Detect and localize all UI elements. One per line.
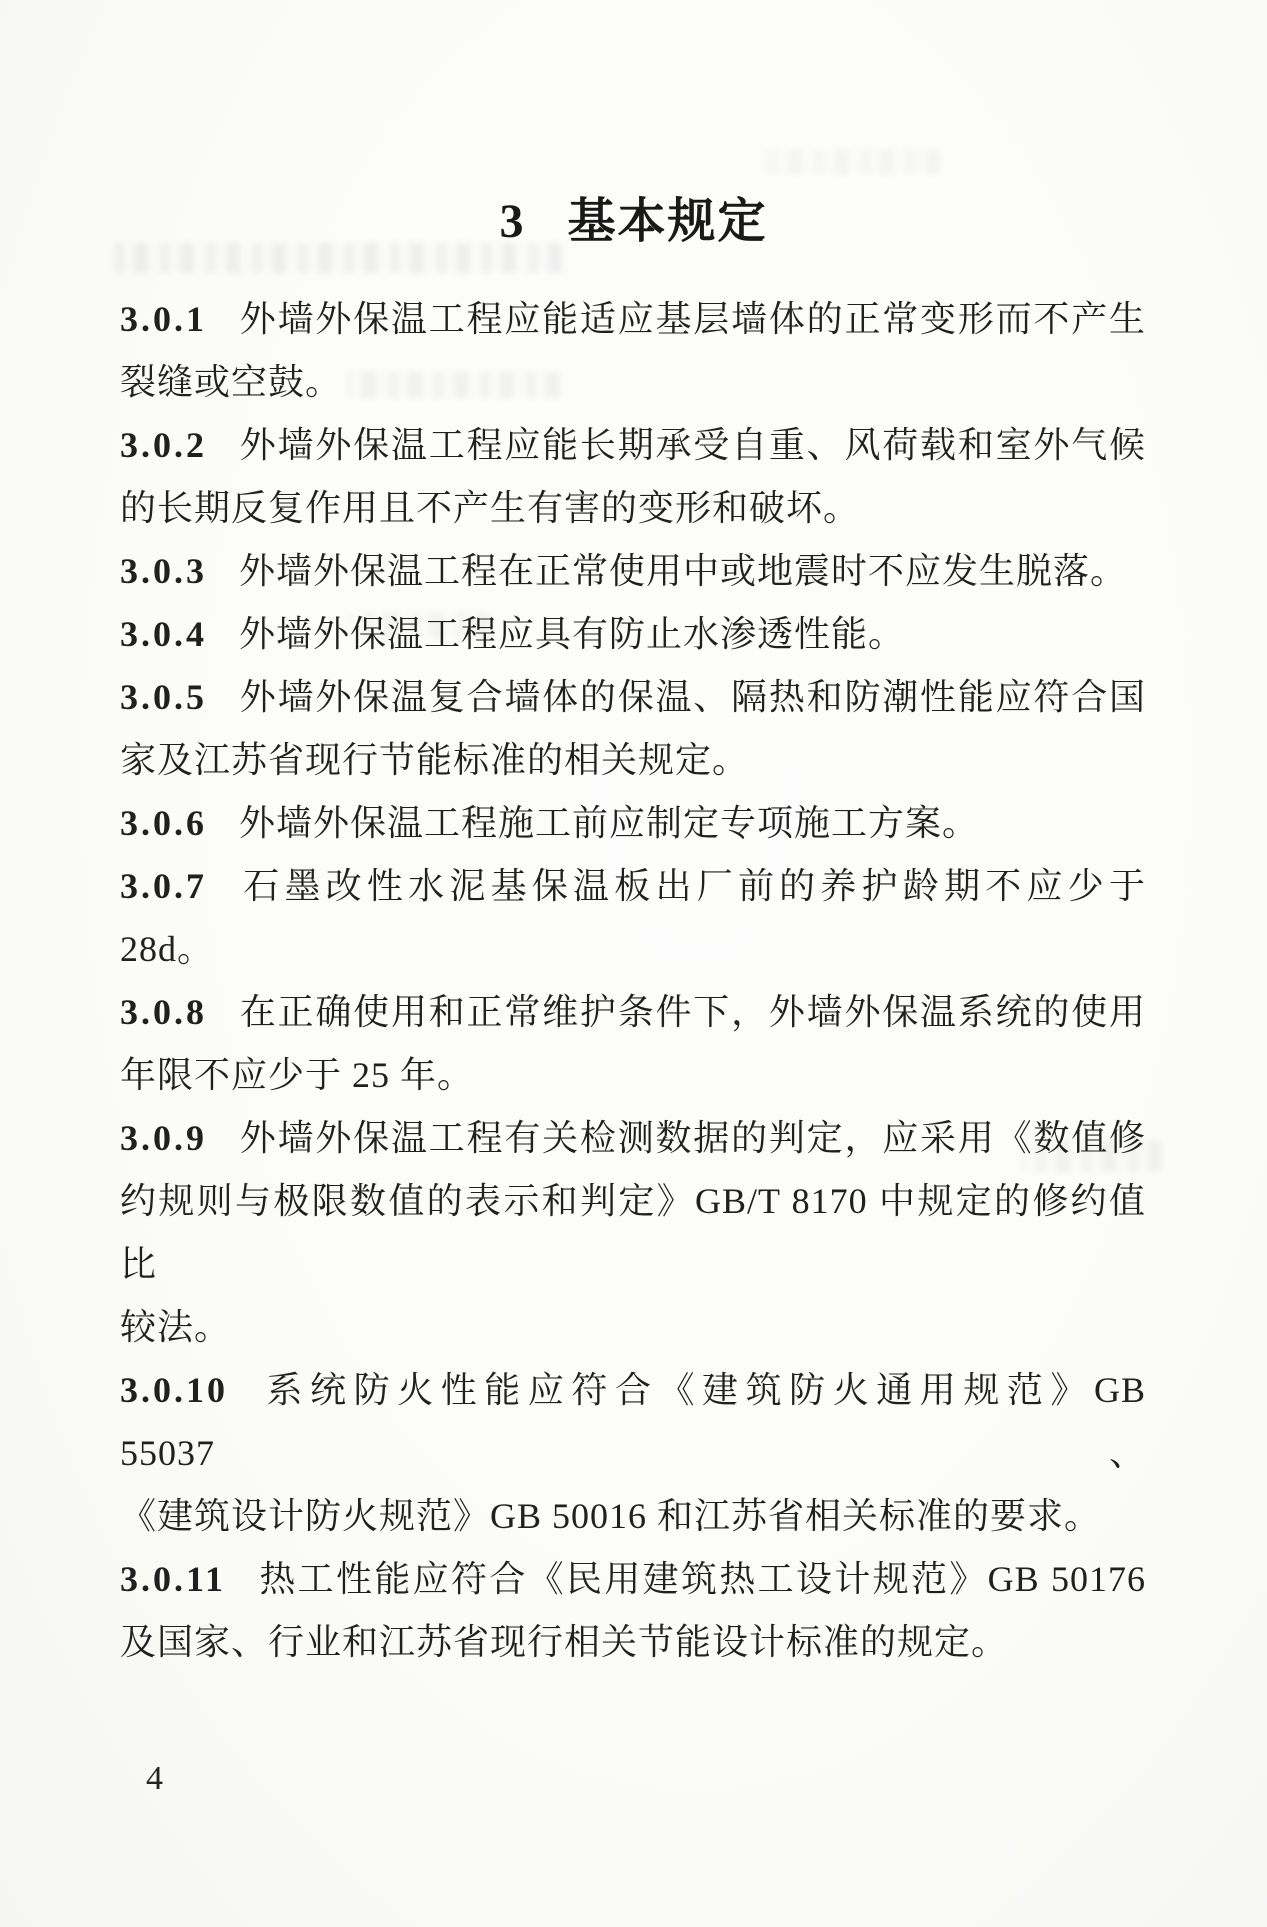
clause-continuation-line: 家及江苏省现行节能标准的相关规定。	[120, 740, 750, 780]
clause-continuation-line: 较法。	[120, 1307, 232, 1347]
clause-text: 外墙外保温工程应能适应基层墙体的正常变形而不产生	[239, 299, 1146, 339]
clause-continuation-line: 及国家、行业和江苏省现行相关节能设计标准的规定。	[120, 1622, 1009, 1662]
clause-continuation-line: 裂缝或空鼓。	[120, 362, 343, 402]
clause-number: 3.0.2	[120, 425, 207, 465]
chapter-heading	[0, 182, 1267, 251]
clause-text: 外墙外保温复合墙体的保温、隔热和防潮性能应符合国	[239, 677, 1146, 717]
clause-first-line	[120, 288, 1146, 351]
chapter-title: 基本规定	[567, 195, 768, 248]
clause-text: 热工性能应符合《民用建筑热工设计规范》GB 50176	[258, 1559, 1146, 1599]
clause-number: 3.0.10	[120, 1370, 228, 1410]
page-number: 4	[146, 1760, 163, 1797]
clause-first-line	[120, 792, 1146, 855]
clause-text: 外墙外保温工程有关检测数据的判定，应采用《数值修	[239, 1118, 1146, 1158]
clause-continuation-line: 约规则与极限数值的表示和判定》GB/T 8170 中规定的修约值比	[120, 1181, 1146, 1284]
clause-number: 3.0.5	[120, 677, 207, 717]
clause-first-line	[120, 1359, 1146, 1485]
clause-number: 3.0.3	[120, 551, 207, 591]
clause-first-line	[120, 666, 1146, 729]
bleed-through-smudge	[760, 150, 940, 174]
clause-first-line	[120, 603, 1146, 666]
clause-text: 外墙外保温工程在正常使用中或地震时不应发生脱落。	[239, 551, 1128, 591]
chapter-number: 3	[499, 195, 526, 248]
clause-number: 3.0.11	[120, 1559, 227, 1599]
clause-continuation-line: 年限不应少于 25 年。	[120, 1055, 475, 1095]
clause-number: 3.0.7	[120, 866, 207, 906]
clause-text: 在正确使用和正常维护条件下，外墙外保温系统的使用	[239, 992, 1146, 1032]
clause-first-line	[120, 414, 1146, 477]
clause-text: 外墙外保温工程施工前应制定专项施工方案。	[239, 803, 980, 843]
clause-text: 石墨改性水泥基保温板出厂前的养护龄期不应少于 28d。	[120, 866, 1146, 969]
clause-first-line	[120, 1107, 1146, 1170]
clause-list	[120, 288, 1146, 1674]
clause-number: 3.0.9	[120, 1118, 207, 1158]
clause-first-line	[120, 981, 1146, 1044]
clause-first-line	[120, 855, 1146, 981]
clause-number: 3.0.1	[120, 299, 207, 339]
clause-text: 外墙外保温工程应能长期承受自重、风荷载和室外气候	[239, 425, 1146, 465]
clause-number: 3.0.4	[120, 614, 207, 654]
clause-text: 系统防火性能应符合《建筑防火通用规范》GB 55037、	[120, 1370, 1146, 1473]
clause-continuation-line: 的长期反复作用且不产生有害的变形和破坏。	[120, 488, 861, 528]
clause-number: 3.0.6	[120, 803, 207, 843]
clause-first-line	[120, 1548, 1146, 1611]
clause-continuation-line: 《建筑设计防火规范》GB 50016 和江苏省相关标准的要求。	[120, 1496, 1102, 1536]
clause-text: 外墙外保温工程应具有防止水渗透性能。	[239, 614, 906, 654]
clause-number: 3.0.8	[120, 992, 207, 1032]
clause-first-line	[120, 540, 1146, 603]
